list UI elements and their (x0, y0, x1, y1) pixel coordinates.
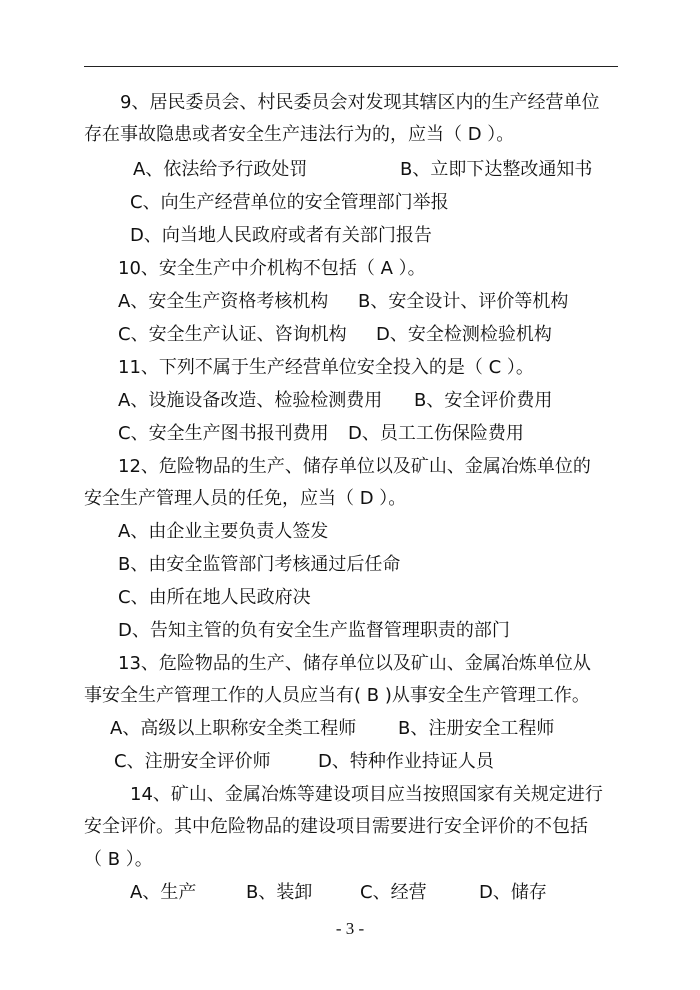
question-14-line-3: （ B ）。 (84, 849, 153, 870)
question-14-line-2: 安全评价。其中危险物品的建设项目需要进行安全评价的不包括 (84, 816, 588, 837)
question-11-option-b: B、安全评价费用 (414, 390, 553, 411)
question-10-option-a: A、安全生产资格考核机构 (118, 291, 329, 312)
question-10-line-1: 10、安全生产中介机构不包括（ A ）。 (118, 258, 426, 279)
question-11-line-1: 11、下列不属于生产经营单位安全投入的是（ C ）。 (118, 357, 534, 378)
question-11-option-c: C、安全生产图书报刊费用 (118, 423, 329, 444)
header-rule (84, 66, 618, 67)
question-13-option-a: A、高级以上职称安全类工程师 (110, 718, 357, 739)
question-9-line-1: 9、居民委员会、村民委员会对发现其辖区内的生产经营单位 (120, 92, 600, 113)
question-9-option-d: D、向当地人民政府或者有关部门报告 (130, 225, 432, 246)
question-12-option-c: C、由所在地人民政府决 (118, 587, 311, 608)
question-11-option-d: D、员工工伤保险费用 (348, 423, 524, 444)
question-10-option-d: D、安全检测检验机构 (376, 324, 552, 345)
question-10-option-c: C、安全生产认证、咨询机构 (118, 324, 347, 345)
question-12-option-d: D、告知主管的负有安全生产监督管理职责的部门 (118, 620, 510, 641)
question-13-line-1: 13、危险物品的生产、储存单位以及矿山、金属冶炼单位从 (118, 653, 591, 674)
question-14-option-a: A、生产 (130, 882, 197, 903)
question-11-option-a: A、设施设备改造、检验检测费用 (118, 390, 383, 411)
page-number: - 3 - (335, 919, 365, 938)
question-9-line-2: 存在事故隐患或者安全生产违法行为的，应当（ D ）。 (84, 124, 515, 145)
question-9-option-b: B、立即下达整改通知书 (400, 159, 593, 180)
question-12-option-a: A、由企业主要负责人签发 (118, 521, 329, 542)
question-14-line-1: 14、矿山、金属冶炼等建设项目应当按照国家有关规定进行 (130, 784, 603, 805)
question-12-option-b: B、由安全监管部门考核通过后任命 (118, 554, 401, 575)
question-14-option-d: D、储存 (479, 882, 547, 903)
question-14-option-c: C、经营 (360, 882, 427, 903)
question-13-option-c: C、注册安全评价师 (114, 751, 271, 772)
question-13-option-d: D、特种作业持证人员 (318, 751, 494, 772)
question-9-option-c: C、向生产经营单位的安全管理部门举报 (130, 192, 449, 213)
question-13-line-2: 事安全生产管理工作的人员应当有( B )从事安全生产管理工作。 (84, 685, 590, 706)
question-12-line-2: 安全生产管理人员的任免，应当（ D ）。 (84, 488, 407, 509)
question-10-option-b: B、安全设计、评价等机构 (358, 291, 569, 312)
question-14-option-b: B、装卸 (246, 882, 313, 903)
question-12-line-1: 12、危险物品的生产、储存单位以及矿山、金属冶炼单位的 (118, 456, 591, 477)
question-13-option-b: B、注册安全工程师 (398, 718, 555, 739)
question-9-option-a: A、依法给予行政处罚 (133, 159, 308, 180)
